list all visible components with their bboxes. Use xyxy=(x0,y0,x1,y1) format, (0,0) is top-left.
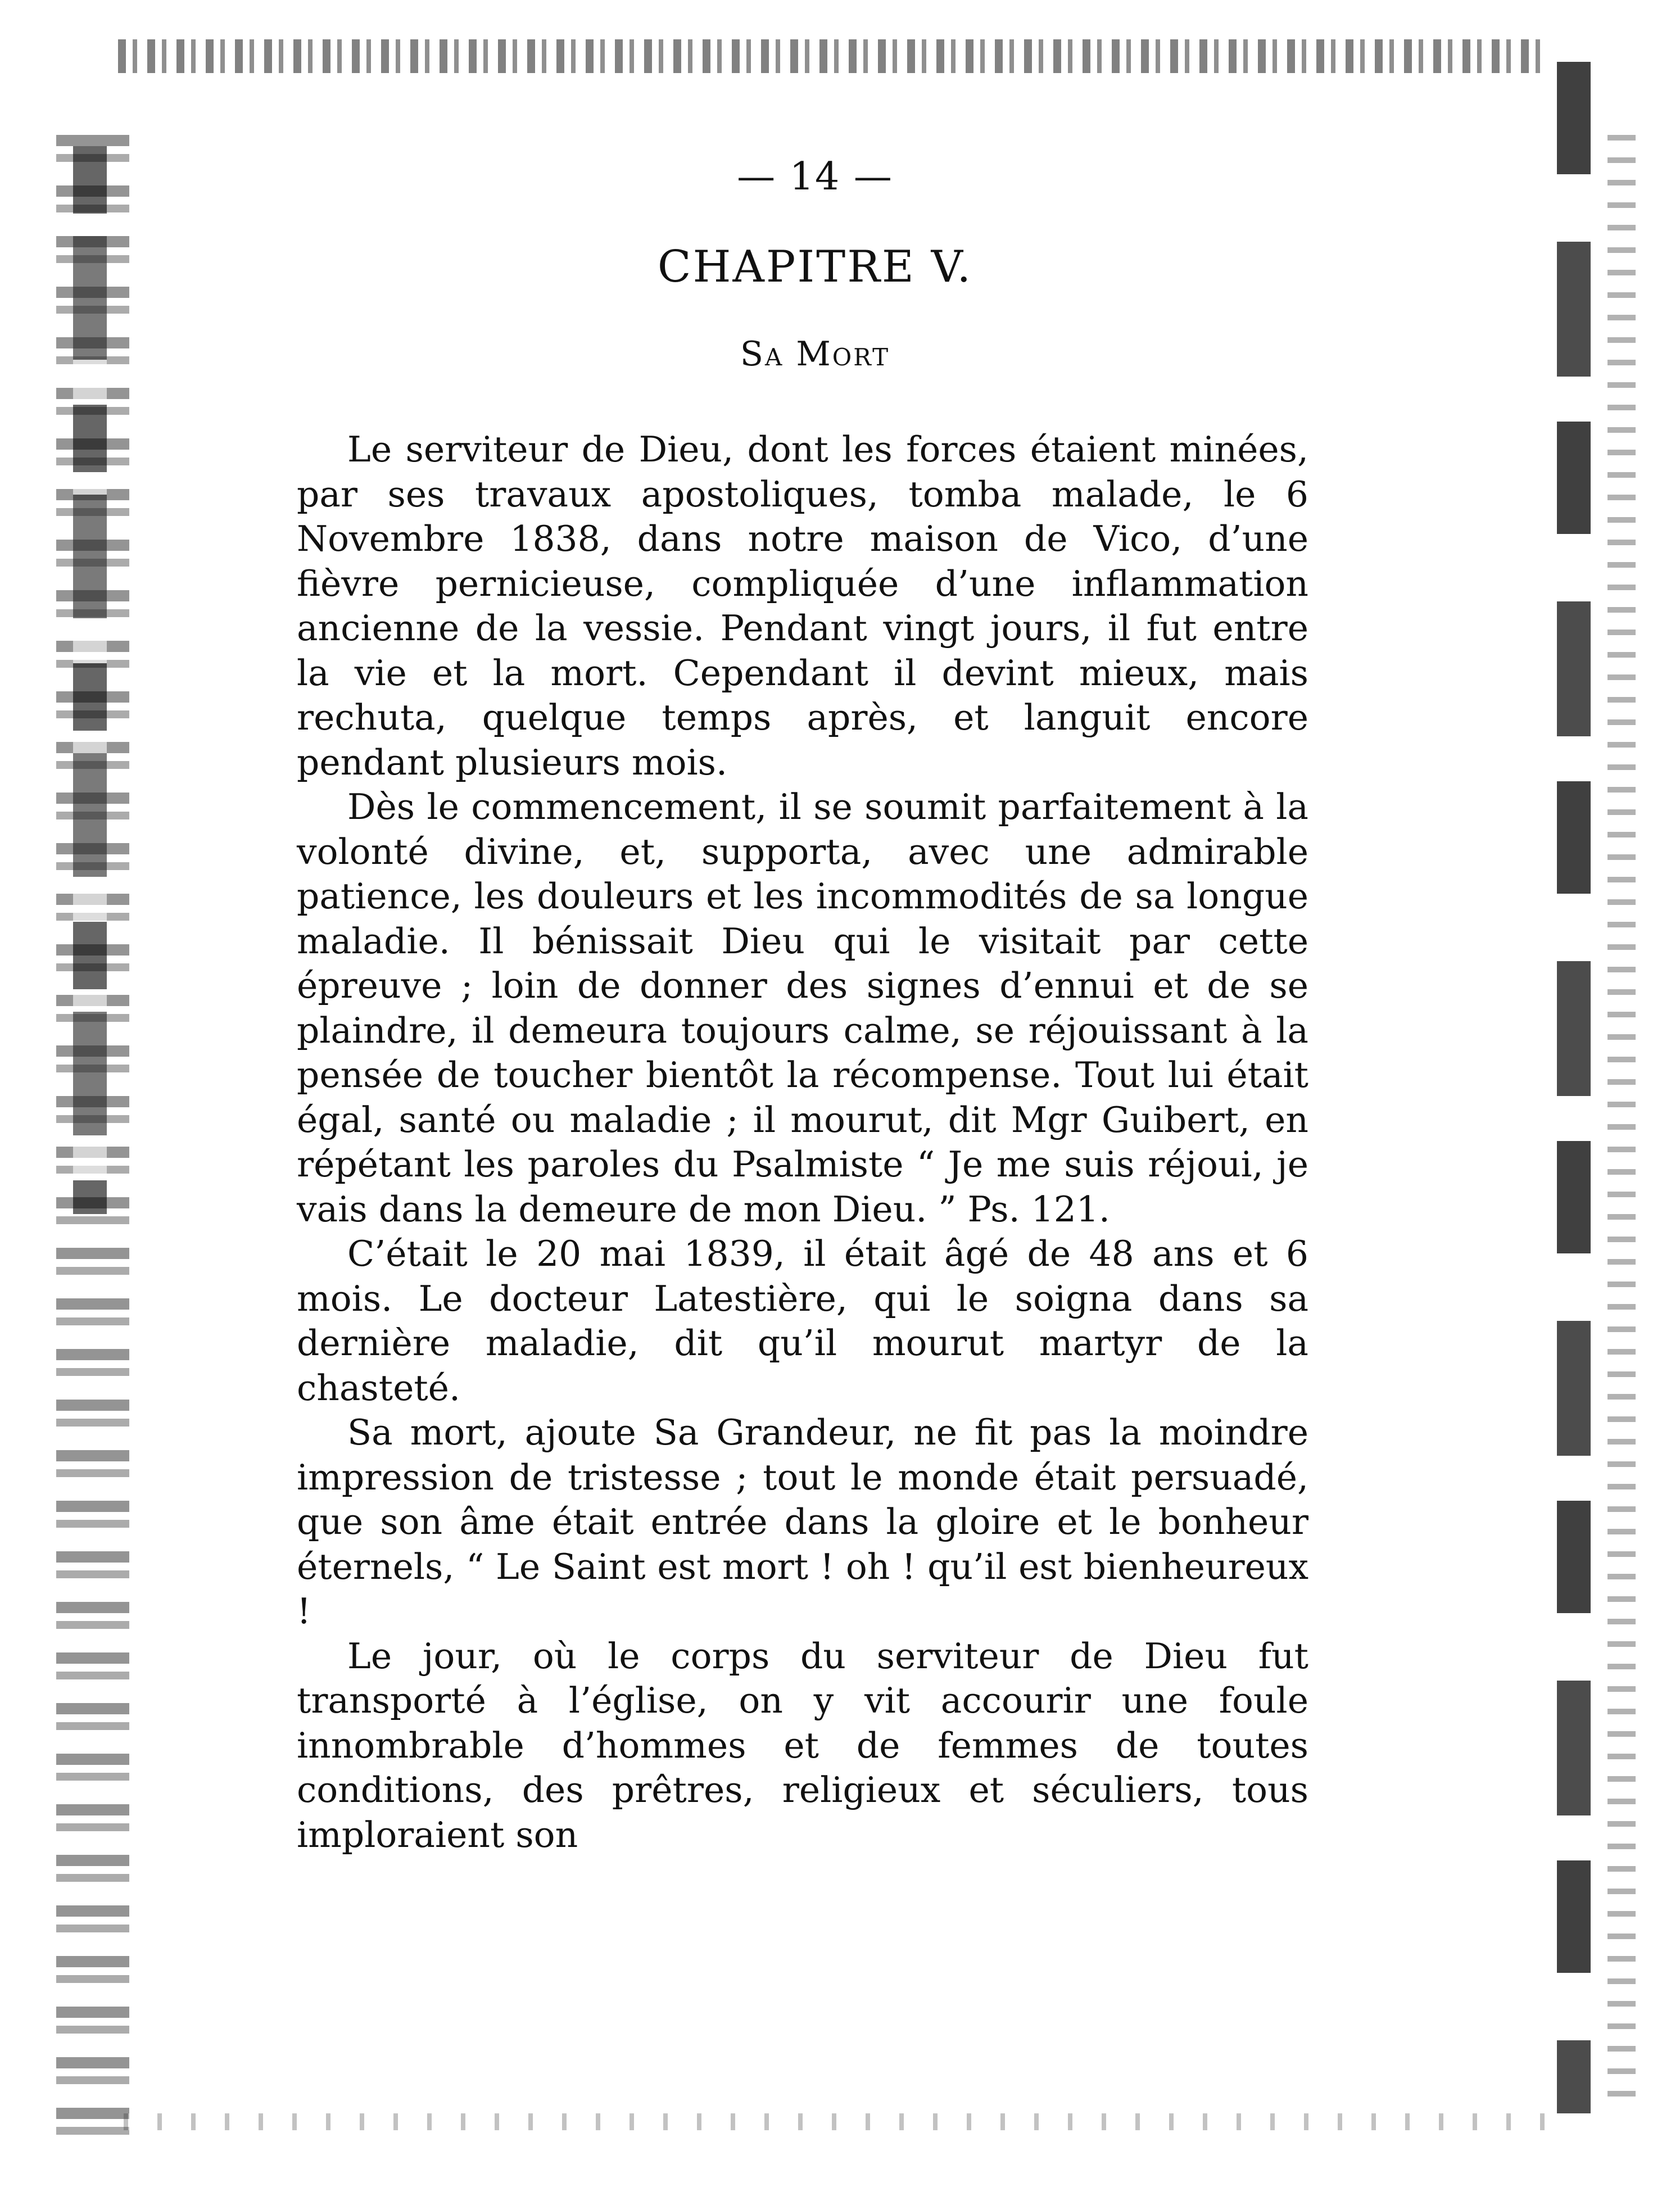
body-text xyxy=(297,427,1308,1857)
paragraph-4: Sa mort, ajoute Sa Grandeur, ne fit pas la moindre impression de tristesse ; tout le monde était persuadé, que son âme était entrée dans la gloire et le bonheur éternels, “ Le Saint est mort ! oh ! qu’il est bienheureux ! xyxy=(297,1412,1308,1632)
scan-edge-left-bars xyxy=(73,146,107,1214)
paragraph-2: Dès le commencement, il se soumit parfaitement à la volonté divine, et, supporta, avec une admirable patience, les douleurs et les incommodités de sa longue maladie. Il bénissait Dieu qui le visitait par cette épreuve ; loin de donner des signes d’ennui et de se plaindre, il demeura toujours calme, se réjouissant à la pensée de toucher bientôt la récompense. Tout lui était égal, santé ou maladie ; il mourut, dit Mgr Guibert, en répétant les paroles du Psalmiste “ Je me suis réjoui, je vais dans la demeure de mon Dieu. ” Ps. 121. xyxy=(297,786,1308,1230)
page-number: — 14 — xyxy=(737,155,893,199)
chapter-title: CHAPITRE V. xyxy=(657,242,973,292)
paragraph-3: C’était le 20 mai 1839, il était âgé de 48 ans et 6 mois. Le docteur Latestière, qui le soigna dans sa dernière maladie, dit qu’il mourut martyr de la chasteté. xyxy=(297,1233,1308,1409)
section-title: Sa Mort xyxy=(740,334,890,374)
scan-edge-top xyxy=(118,39,1546,73)
scan-edge-right-thin xyxy=(1607,135,1636,2102)
scan-edge-bottom xyxy=(124,2113,1563,2130)
paragraph-5: Le jour, où le corps du serviteur de Dieu fut transporté à l’église, on y vit accourir une foule innombrable d’hommes et de femmes de toutes conditions, des prêtres, religieux et séculiers, tous imploraient son xyxy=(297,1635,1308,1855)
scan-edge-right xyxy=(1557,62,1591,2113)
paragraph-1: Le serviteur de Dieu, dont les forces étaient minées, par ses travaux apostoliques, tomba malade, le 6 Novembre 1838, dans notre maison de Vico, d’une fièvre pernicieuse, compliquée d’une inflammation ancienne de la vessie. Pendant vingt jours, il fut entre la vie et la mort. Cependant il devint mieux, mais rechuta, quelque temps après, et languit encore pendant plusieurs mois. xyxy=(297,429,1308,783)
